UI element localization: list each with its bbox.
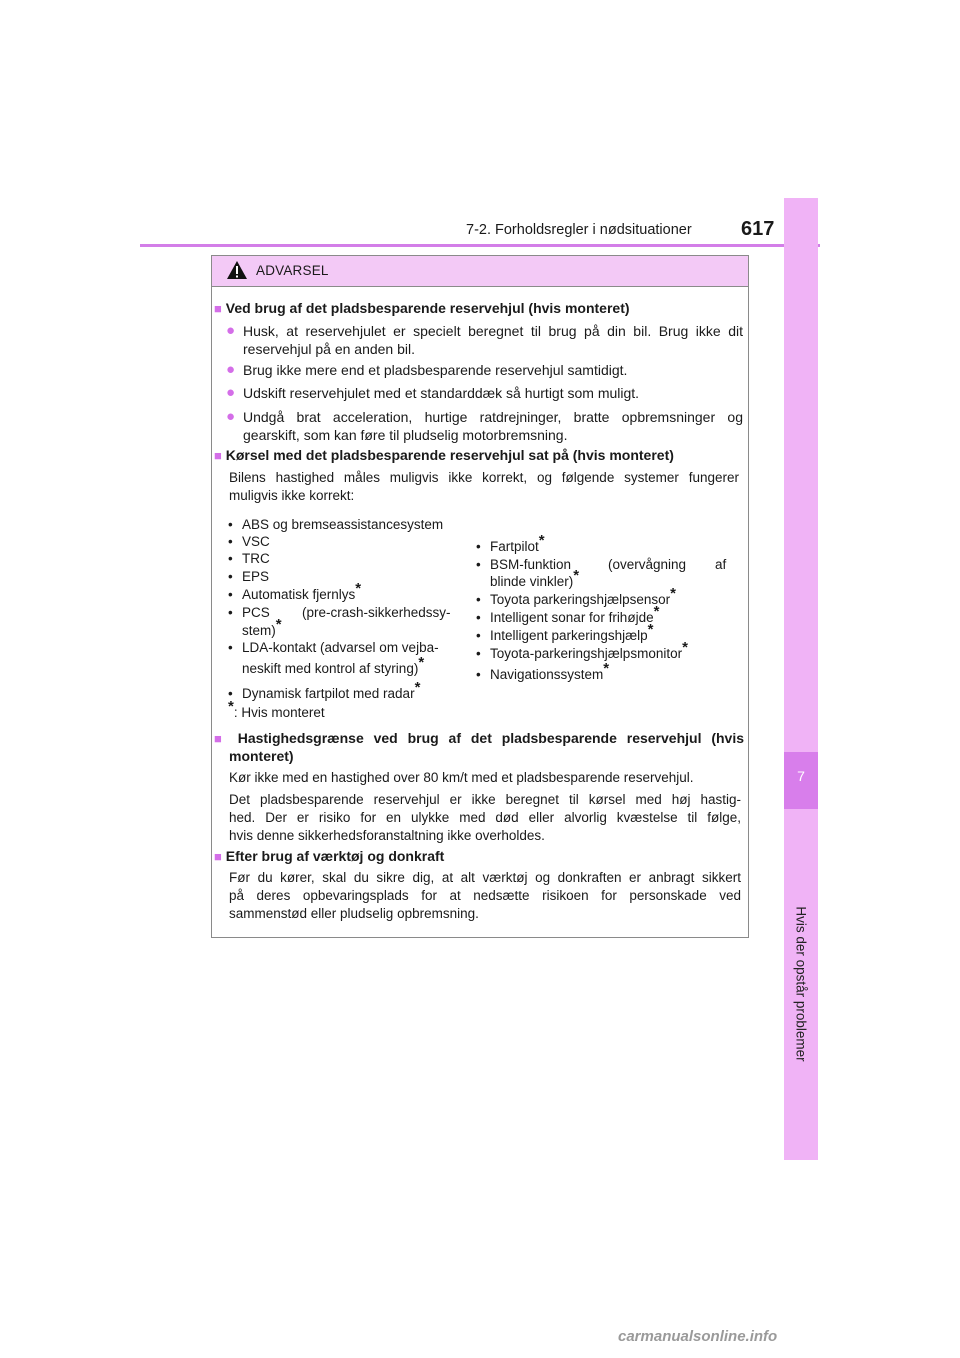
section-1-heading: ■ Ved brug af det pladsbesparende reservehjul (hvis monteret) (214, 300, 630, 316)
list-item: • (476, 610, 481, 625)
bullet-text: reservehjul på en anden bil. (243, 341, 416, 357)
bullet-dot-icon: ● (226, 322, 236, 339)
list-item: • (228, 534, 233, 549)
list-item: • (228, 605, 233, 620)
footnote: *: Hvis monteret (228, 698, 325, 720)
section-2-heading: ■ Kørsel med det pladsbesparende reservehjul sat på (hvis monteret) (214, 447, 674, 463)
section-2-intro: muligvis ikke korrekt: (229, 488, 355, 503)
square-bullet-icon: ■ (214, 448, 222, 463)
list-item-text: neskift med kontrol af styring)* (242, 654, 425, 676)
list-item: • (476, 646, 481, 661)
bullet-text: gearskift, som kan føre til pludselig motorbremsning. (243, 427, 568, 443)
paragraph: Kør ikke med en hastighed over 80 km/t med et pladsbesparende reservehjul. (229, 770, 694, 785)
paragraph: på deres opbevaringsplads for at nedsætte risikoen for personskade ved (229, 888, 741, 903)
list-item-text: Intelligent sonar for frihøjde* (490, 603, 660, 625)
watermark: carmanualsonline.info (618, 1328, 778, 1345)
list-item: • (228, 587, 233, 602)
bullet-dot-icon: ● (226, 361, 236, 378)
list-item-text: af (715, 557, 727, 572)
list-item-text: VSC (242, 534, 270, 549)
list-item: • (228, 686, 233, 701)
list-item-text: Fartpilot* (490, 532, 545, 554)
list-item-text: stem)* (242, 616, 282, 638)
list-item-text: BSM-funktion (490, 557, 572, 572)
list-item-text: Toyota parkeringshjælpsensor* (490, 585, 676, 607)
list-item-text: Automatisk fjernlys* (242, 580, 362, 602)
list-item: • (476, 628, 481, 643)
section-2-intro: Bilens hastighed måles muligvis ikke korrekt, og følgende systemer fungerer (229, 470, 739, 485)
list-item: • (228, 640, 233, 655)
warning-triangle-icon (226, 260, 248, 280)
list-item: • (476, 592, 481, 607)
section-title: 7-2. Forholdsregler i nødsituationer (466, 222, 692, 238)
list-item-text: LDA-kontakt (advarsel om vejba- (242, 640, 439, 655)
list-item: • (476, 667, 481, 682)
page-number: 617 (741, 218, 775, 240)
bullet-text: Brug ikke mere end et pladsbesparende reservehjul samtidigt. (243, 362, 628, 378)
list-item: • (228, 569, 233, 584)
paragraph: hvis denne sikkerhedsforanstaltning ikke overholdes. (229, 828, 545, 843)
header-rule (140, 244, 820, 247)
list-item-text: Navigationssystem* (490, 660, 610, 682)
list-item: • (228, 517, 233, 532)
list-item-text: (overvågning (608, 557, 687, 572)
list-item-text: PCS (242, 605, 270, 620)
chapter-number: 7 (797, 768, 805, 784)
section-3-heading-cont: monteret) (229, 748, 294, 764)
list-item-text: TRC (242, 551, 270, 566)
list-item-text: ABS og bremseassistancesystem (242, 517, 444, 532)
list-item: • (476, 557, 481, 572)
warning-label: ADVARSEL (256, 263, 329, 278)
bullet-text: Udskift reservehjulet med et standarddæk så hurtigt som muligt. (243, 385, 640, 401)
list-item-text: Intelligent parkeringshjælp* (490, 621, 654, 643)
paragraph: Før du kører, skal du sikre dig, at alt værktøj og donkraften er anbragt sikkert (229, 870, 741, 885)
paragraph: sammenstød eller pludselig opbremsning. (229, 906, 479, 921)
section-3-heading: ■ Hastighedsgrænse ved brug af det pladsbesparende reservehjul (hvis (214, 730, 744, 746)
list-item-text: (pre-crash-sikkerhedssy- (302, 605, 451, 620)
list-item-text: EPS (242, 569, 270, 584)
bullet-dot-icon: ● (226, 408, 236, 425)
bullet-text: Undgå brat acceleration, hurtige ratdrejninger, bratte opbremsninger og (243, 409, 743, 425)
square-bullet-icon: ■ (214, 731, 228, 746)
bullet-dot-icon: ● (226, 384, 236, 401)
paragraph: Det pladsbesparende reservehjul er ikke beregnet til kørsel med høj hastig- (229, 792, 741, 807)
list-item-text: blinde vinkler)* (490, 567, 580, 589)
chapter-title: Hvis der opstår problemer (793, 906, 809, 1062)
list-item: • (228, 551, 233, 566)
paragraph: hed. Der er risiko for en ulykke med død eller alvorlig kvæstelse til følge, (229, 810, 741, 825)
bullet-text: Husk, at reservehjulet er specielt beregnet til brug på din bil. Brug ikke dit (243, 323, 743, 339)
list-item-text: Dynamisk fartpilot med radar* (242, 679, 421, 701)
section-4-heading: ■ Efter brug af værktøj og donkraft (214, 848, 445, 864)
list-item-text: Toyota-parkeringshjælpsmonitor* (490, 639, 688, 661)
square-bullet-icon: ■ (214, 301, 222, 316)
list-item: • (476, 539, 481, 554)
square-bullet-icon: ■ (214, 849, 222, 864)
